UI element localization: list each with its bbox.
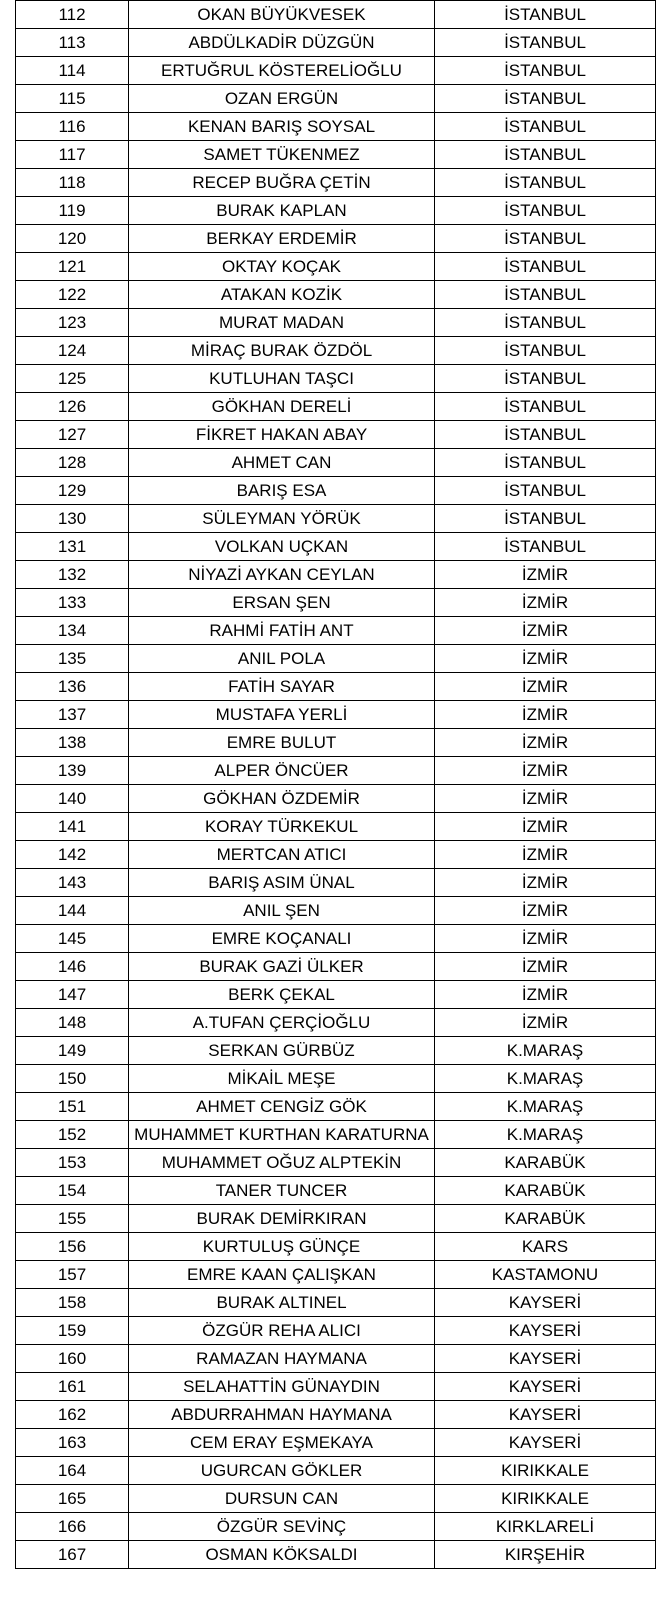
table-row — [16, 253, 656, 281]
city-cell: K.MARAŞ — [435, 1037, 656, 1065]
row-number-cell: 145 — [16, 925, 129, 953]
name-cell: ALPER ÖNCÜER — [129, 757, 435, 785]
name-cell: AHMET CENGİZ GÖK — [129, 1093, 435, 1121]
table-row — [16, 1233, 656, 1261]
name-cell: BERK ÇEKAL — [129, 981, 435, 1009]
table-row — [16, 505, 656, 533]
name-cell: KENAN BARIŞ SOYSAL — [129, 113, 435, 141]
name-cell: ÖZGÜR SEVİNÇ — [129, 1513, 435, 1541]
city-cell: İSTANBUL — [435, 309, 656, 337]
row-number-cell: 167 — [16, 1541, 129, 1569]
table-row — [16, 1, 656, 29]
table-row — [16, 1205, 656, 1233]
table-row — [16, 1289, 656, 1317]
city-cell: KARABÜK — [435, 1177, 656, 1205]
table-row — [16, 729, 656, 757]
city-cell: İSTANBUL — [435, 393, 656, 421]
table-row — [16, 617, 656, 645]
name-cell: KUTLUHAN TAŞCI — [129, 365, 435, 393]
row-number-cell: 123 — [16, 309, 129, 337]
name-cell: RECEP BUĞRA ÇETİN — [129, 169, 435, 197]
name-cell: OKTAY KOÇAK — [129, 253, 435, 281]
row-number-cell: 112 — [16, 1, 129, 29]
name-cell: GÖKHAN DERELİ — [129, 393, 435, 421]
row-number-cell: 151 — [16, 1093, 129, 1121]
table-row — [16, 1093, 656, 1121]
city-cell: KAYSERİ — [435, 1289, 656, 1317]
city-cell: İSTANBUL — [435, 365, 656, 393]
row-number-cell: 158 — [16, 1289, 129, 1317]
row-number-cell: 118 — [16, 169, 129, 197]
table-row — [16, 337, 656, 365]
name-cell: CEM ERAY EŞMEKAYA — [129, 1429, 435, 1457]
city-cell: İZMİR — [435, 869, 656, 897]
city-cell: İZMİR — [435, 673, 656, 701]
row-number-cell: 139 — [16, 757, 129, 785]
city-cell: İZMİR — [435, 897, 656, 925]
table-row — [16, 421, 656, 449]
city-cell: KAYSERİ — [435, 1429, 656, 1457]
row-number-cell: 119 — [16, 197, 129, 225]
table-row — [16, 309, 656, 337]
row-number-cell: 127 — [16, 421, 129, 449]
city-cell: K.MARAŞ — [435, 1065, 656, 1093]
roster-table — [15, 0, 656, 1569]
city-cell: KIRIKKALE — [435, 1485, 656, 1513]
table-row — [16, 953, 656, 981]
name-cell: SAMET TÜKENMEZ — [129, 141, 435, 169]
row-number-cell: 140 — [16, 785, 129, 813]
row-number-cell: 122 — [16, 281, 129, 309]
table-row — [16, 701, 656, 729]
row-number-cell: 114 — [16, 57, 129, 85]
row-number-cell: 125 — [16, 365, 129, 393]
city-cell: KAYSERİ — [435, 1401, 656, 1429]
city-cell: İZMİR — [435, 589, 656, 617]
table-row — [16, 1401, 656, 1429]
city-cell: İZMİR — [435, 645, 656, 673]
row-number-cell: 156 — [16, 1233, 129, 1261]
city-cell: İSTANBUL — [435, 141, 656, 169]
name-cell: VOLKAN UÇKAN — [129, 533, 435, 561]
row-number-cell: 142 — [16, 841, 129, 869]
row-number-cell: 116 — [16, 113, 129, 141]
row-number-cell: 113 — [16, 29, 129, 57]
name-cell: SÜLEYMAN YÖRÜK — [129, 505, 435, 533]
city-cell: İZMİR — [435, 813, 656, 841]
city-cell: İSTANBUL — [435, 421, 656, 449]
table-row — [16, 1037, 656, 1065]
name-cell: MUSTAFA YERLİ — [129, 701, 435, 729]
city-cell: İSTANBUL — [435, 197, 656, 225]
city-cell: İZMİR — [435, 1009, 656, 1037]
row-number-cell: 124 — [16, 337, 129, 365]
name-cell: MİRAÇ BURAK ÖZDÖL — [129, 337, 435, 365]
name-cell: EMRE KOÇANALI — [129, 925, 435, 953]
row-number-cell: 149 — [16, 1037, 129, 1065]
city-cell: KASTAMONU — [435, 1261, 656, 1289]
table-row — [16, 533, 656, 561]
row-number-cell: 134 — [16, 617, 129, 645]
table-row — [16, 925, 656, 953]
city-cell: İZMİR — [435, 729, 656, 757]
city-cell: İZMİR — [435, 925, 656, 953]
city-cell: İSTANBUL — [435, 225, 656, 253]
name-cell: OKAN BÜYÜKVESEK — [129, 1, 435, 29]
name-cell: ERTUĞRUL KÖSTERELİOĞLU — [129, 57, 435, 85]
table-row — [16, 1149, 656, 1177]
row-number-cell: 131 — [16, 533, 129, 561]
table-row — [16, 841, 656, 869]
table-row — [16, 393, 656, 421]
row-number-cell: 154 — [16, 1177, 129, 1205]
row-number-cell: 160 — [16, 1345, 129, 1373]
row-number-cell: 153 — [16, 1149, 129, 1177]
row-number-cell: 130 — [16, 505, 129, 533]
city-cell: İSTANBUL — [435, 533, 656, 561]
row-number-cell: 161 — [16, 1373, 129, 1401]
name-cell: OZAN ERGÜN — [129, 85, 435, 113]
city-cell: İZMİR — [435, 841, 656, 869]
city-cell: İSTANBUL — [435, 29, 656, 57]
city-cell: KIRIKKALE — [435, 1457, 656, 1485]
row-number-cell: 115 — [16, 85, 129, 113]
table-row — [16, 981, 656, 1009]
table-row — [16, 757, 656, 785]
row-number-cell: 165 — [16, 1485, 129, 1513]
city-cell: İSTANBUL — [435, 253, 656, 281]
name-cell: GÖKHAN ÖZDEMİR — [129, 785, 435, 813]
city-cell: İZMİR — [435, 981, 656, 1009]
table-row — [16, 1065, 656, 1093]
row-number-cell: 120 — [16, 225, 129, 253]
row-number-cell: 132 — [16, 561, 129, 589]
row-number-cell: 150 — [16, 1065, 129, 1093]
city-cell: İSTANBUL — [435, 169, 656, 197]
row-number-cell: 157 — [16, 1261, 129, 1289]
row-number-cell: 163 — [16, 1429, 129, 1457]
city-cell: K.MARAŞ — [435, 1093, 656, 1121]
name-cell: BARIŞ ESA — [129, 477, 435, 505]
name-cell: ATAKAN KOZİK — [129, 281, 435, 309]
name-cell: EMRE KAAN ÇALIŞKAN — [129, 1261, 435, 1289]
table-row — [16, 169, 656, 197]
city-cell: İZMİR — [435, 561, 656, 589]
table-row — [16, 197, 656, 225]
row-number-cell: 117 — [16, 141, 129, 169]
table-row — [16, 1373, 656, 1401]
city-cell: İSTANBUL — [435, 477, 656, 505]
name-cell: ERSAN ŞEN — [129, 589, 435, 617]
row-number-cell: 136 — [16, 673, 129, 701]
name-cell: RAMAZAN HAYMANA — [129, 1345, 435, 1373]
table-row — [16, 785, 656, 813]
row-number-cell: 143 — [16, 869, 129, 897]
row-number-cell: 166 — [16, 1513, 129, 1541]
table-row — [16, 57, 656, 85]
name-cell: MERTCAN ATICI — [129, 841, 435, 869]
table-row — [16, 1485, 656, 1513]
row-number-cell: 148 — [16, 1009, 129, 1037]
row-number-cell: 152 — [16, 1121, 129, 1149]
city-cell: KARABÜK — [435, 1205, 656, 1233]
table-row — [16, 813, 656, 841]
city-cell: İSTANBUL — [435, 57, 656, 85]
row-number-cell: 159 — [16, 1317, 129, 1345]
row-number-cell: 141 — [16, 813, 129, 841]
name-cell: FİKRET HAKAN ABAY — [129, 421, 435, 449]
name-cell: FATİH SAYAR — [129, 673, 435, 701]
city-cell: KAYSERİ — [435, 1345, 656, 1373]
name-cell: UGURCAN GÖKLER — [129, 1457, 435, 1485]
name-cell: SERKAN GÜRBÜZ — [129, 1037, 435, 1065]
name-cell: RAHMİ FATİH ANT — [129, 617, 435, 645]
table-row — [16, 673, 656, 701]
city-cell: KIRKLARELİ — [435, 1513, 656, 1541]
name-cell: BERKAY ERDEMİR — [129, 225, 435, 253]
name-cell: MUHAMMET OĞUZ ALPTEKİN — [129, 1149, 435, 1177]
table-row — [16, 141, 656, 169]
city-cell: İSTANBUL — [435, 85, 656, 113]
name-cell: BARIŞ ASIM ÜNAL — [129, 869, 435, 897]
name-cell: TANER TUNCER — [129, 1177, 435, 1205]
table-row — [16, 449, 656, 477]
city-cell: K.MARAŞ — [435, 1121, 656, 1149]
row-number-cell: 121 — [16, 253, 129, 281]
table-row — [16, 1121, 656, 1149]
name-cell: ABDÜLKADİR DÜZGÜN — [129, 29, 435, 57]
city-cell: KAYSERİ — [435, 1373, 656, 1401]
city-cell: İZMİR — [435, 953, 656, 981]
name-cell: KORAY TÜRKEKUL — [129, 813, 435, 841]
row-number-cell: 155 — [16, 1205, 129, 1233]
table-row — [16, 1429, 656, 1457]
row-number-cell: 162 — [16, 1401, 129, 1429]
name-cell: MUHAMMET KURTHAN KARATURNA — [129, 1121, 435, 1149]
name-cell: BURAK DEMİRKIRAN — [129, 1205, 435, 1233]
row-number-cell: 146 — [16, 953, 129, 981]
city-cell: KAYSERİ — [435, 1317, 656, 1345]
name-cell: MURAT MADAN — [129, 309, 435, 337]
city-cell: İSTANBUL — [435, 449, 656, 477]
city-cell: İZMİR — [435, 617, 656, 645]
row-number-cell: 144 — [16, 897, 129, 925]
name-cell: NİYAZİ AYKAN CEYLAN — [129, 561, 435, 589]
name-cell: SELAHATTİN GÜNAYDIN — [129, 1373, 435, 1401]
table-row — [16, 897, 656, 925]
name-cell: ANIL POLA — [129, 645, 435, 673]
name-cell: BURAK GAZİ ÜLKER — [129, 953, 435, 981]
city-cell: İSTANBUL — [435, 1, 656, 29]
table-row — [16, 365, 656, 393]
table-row — [16, 225, 656, 253]
table-row — [16, 869, 656, 897]
row-number-cell: 129 — [16, 477, 129, 505]
row-number-cell: 126 — [16, 393, 129, 421]
name-cell: BURAK ALTINEL — [129, 1289, 435, 1317]
name-cell: EMRE BULUT — [129, 729, 435, 757]
row-number-cell: 128 — [16, 449, 129, 477]
city-cell: İSTANBUL — [435, 281, 656, 309]
name-cell: ANIL ŞEN — [129, 897, 435, 925]
roster-body — [16, 1, 656, 1569]
row-number-cell: 147 — [16, 981, 129, 1009]
table-row — [16, 281, 656, 309]
city-cell: KARS — [435, 1233, 656, 1261]
name-cell: OSMAN KÖKSALDI — [129, 1541, 435, 1569]
row-number-cell: 135 — [16, 645, 129, 673]
table-row — [16, 1457, 656, 1485]
table-row — [16, 1009, 656, 1037]
city-cell: İSTANBUL — [435, 337, 656, 365]
name-cell: KURTULUŞ GÜNÇE — [129, 1233, 435, 1261]
city-cell: İZMİR — [435, 757, 656, 785]
name-cell: A.TUFAN ÇERÇİOĞLU — [129, 1009, 435, 1037]
city-cell: İZMİR — [435, 701, 656, 729]
table-row — [16, 1177, 656, 1205]
city-cell: KIRŞEHİR — [435, 1541, 656, 1569]
name-cell: BURAK KAPLAN — [129, 197, 435, 225]
table-row — [16, 477, 656, 505]
row-number-cell: 137 — [16, 701, 129, 729]
row-number-cell: 138 — [16, 729, 129, 757]
city-cell: İSTANBUL — [435, 505, 656, 533]
table-row — [16, 561, 656, 589]
table-row — [16, 1261, 656, 1289]
city-cell: İSTANBUL — [435, 113, 656, 141]
table-row — [16, 645, 656, 673]
row-number-cell: 164 — [16, 1457, 129, 1485]
table-row — [16, 589, 656, 617]
table-row — [16, 1317, 656, 1345]
table-row — [16, 1513, 656, 1541]
table-row — [16, 29, 656, 57]
name-cell: ÖZGÜR REHA ALICI — [129, 1317, 435, 1345]
row-number-cell: 133 — [16, 589, 129, 617]
table-row — [16, 1541, 656, 1569]
table-row — [16, 113, 656, 141]
city-cell: KARABÜK — [435, 1149, 656, 1177]
name-cell: DURSUN CAN — [129, 1485, 435, 1513]
name-cell: ABDURRAHMAN HAYMANA — [129, 1401, 435, 1429]
name-cell: AHMET CAN — [129, 449, 435, 477]
table-row — [16, 1345, 656, 1373]
name-cell: MİKAİL MEŞE — [129, 1065, 435, 1093]
table-row — [16, 85, 656, 113]
city-cell: İZMİR — [435, 785, 656, 813]
